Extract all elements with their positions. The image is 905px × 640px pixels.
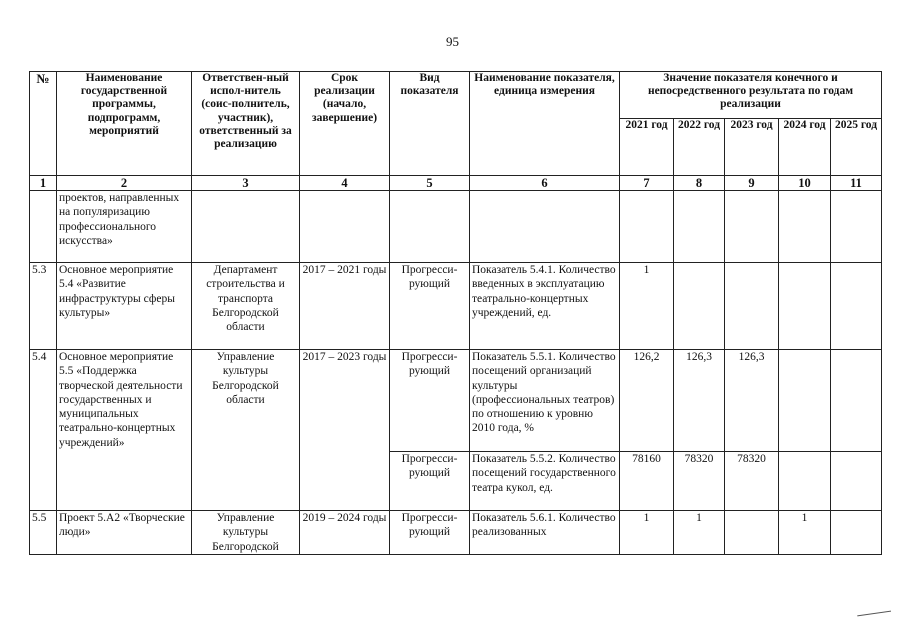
row-executor: Управление культуры Белгородской (192, 511, 300, 555)
header-year-2023: 2023 год (725, 119, 779, 176)
header-year-2021: 2021 год (620, 119, 674, 176)
header-name: Наименование государственной программы, подпрограмм, мероприятий (57, 72, 192, 176)
row-indicator: Показатель 5.5.1. Количество посещений организаций культуры (профессиональных театров) по отношению к уровню 2010 года, % (470, 350, 620, 452)
header-kind: Вид показателя (390, 72, 470, 176)
value-2021: 126,2 (620, 350, 674, 452)
header-no: № (30, 72, 57, 176)
row-indicator: Показатель 5.6.1. Количество реализованных (470, 511, 620, 555)
row-name: Основное мероприятие 5.5 «Поддержка творческой деятельности государственных и муниципальных театрально-концертных учреждений» (57, 350, 192, 511)
column-number-row (30, 176, 882, 191)
column-number: 10 (779, 176, 831, 191)
table-row (30, 263, 882, 350)
row-kind: Прогресси-рующий (390, 452, 470, 511)
row-kind: Прогресси-рующий (390, 350, 470, 452)
row-term: 2019 – 2024 годы (300, 511, 390, 555)
scan-mark (857, 609, 891, 617)
value-2022: 1 (674, 511, 725, 555)
page-number: 95 (446, 34, 459, 49)
row-number: 5.3 (30, 263, 57, 350)
row-indicator: Показатель 5.4.1. Количество введенных в эксплуатацию театрально-концертных учреждений, ед. (470, 263, 620, 350)
row-term: 2017 – 2023 годы (300, 350, 390, 511)
value-2021: 78160 (620, 452, 674, 511)
column-number: 11 (831, 176, 882, 191)
value-2022: 126,3 (674, 350, 725, 452)
column-number: 3 (192, 176, 300, 191)
header-indicator: Наименование показателя, единица измерения (470, 72, 620, 176)
row-executor: Департамент строительства и транспорта Белгородской области (192, 263, 300, 350)
row-number: 5.4 (30, 350, 57, 511)
header-executor: Ответствен-ный испол-нитель (соис-полнитель, участник), ответственный за реализацию (192, 72, 300, 176)
column-number: 4 (300, 176, 390, 191)
value-2024: 1 (779, 511, 831, 555)
value-2021: 1 (620, 511, 674, 555)
row-name: Проект 5.А2 «Творческие люди» (57, 511, 192, 555)
column-number: 8 (674, 176, 725, 191)
row-kind: Прогресси-рующий (390, 263, 470, 350)
header-values-group: Значение показателя конечного и непосредственного результата по годам реализации (620, 72, 882, 119)
value-2023: 78320 (725, 452, 779, 511)
column-number: 9 (725, 176, 779, 191)
table-row (30, 191, 882, 263)
row-cont-name: проектов, направленных на популяризацию профессионального искусства» (57, 191, 192, 263)
row-name: Основное мероприятие 5.4 «Развитие инфраструктуры сферы культуры» (57, 263, 192, 350)
header-year-2022: 2022 год (674, 119, 725, 176)
row-term: 2017 – 2021 годы (300, 263, 390, 350)
header-year-2025: 2025 год (831, 119, 882, 176)
header-term: Срок реализации (начало, завершение) (300, 72, 390, 176)
row-indicator: Показатель 5.5.2. Количество посещений государственного театра кукол, ед. (470, 452, 620, 511)
table-row (30, 350, 882, 452)
column-number: 6 (470, 176, 620, 191)
row-kind: Прогресси-рующий (390, 511, 470, 555)
header-year-2024: 2024 год (779, 119, 831, 176)
value-2023: 126,3 (725, 350, 779, 452)
value-2021: 1 (620, 263, 674, 350)
value-2022: 78320 (674, 452, 725, 511)
row-number: 5.5 (30, 511, 57, 555)
column-number: 5 (390, 176, 470, 191)
table-row (30, 511, 882, 555)
column-number: 1 (30, 176, 57, 191)
column-number: 2 (57, 176, 192, 191)
column-number: 7 (620, 176, 674, 191)
row-executor: Управление культуры Белгородской области (192, 350, 300, 511)
indicators-table (29, 71, 882, 555)
